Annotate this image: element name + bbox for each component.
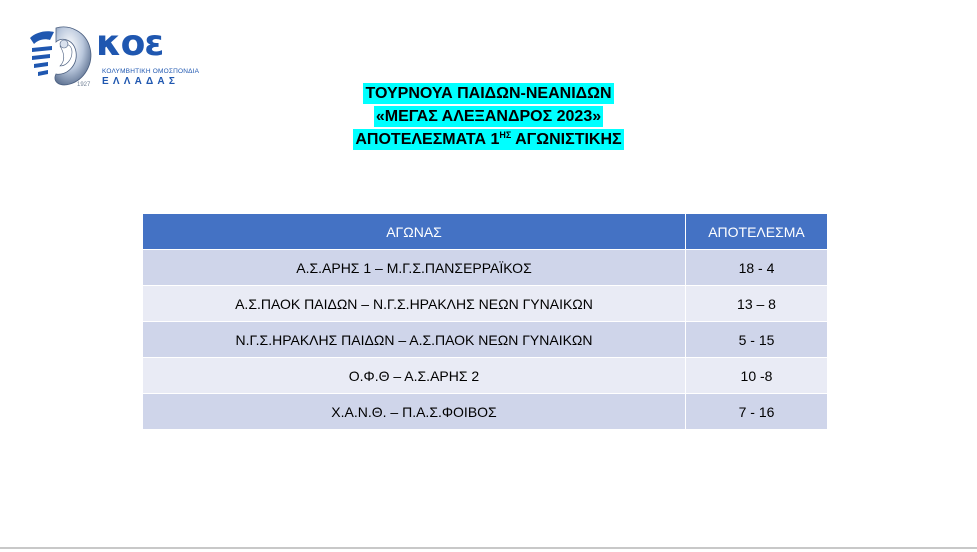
results-table bbox=[142, 213, 828, 430]
table-row bbox=[143, 322, 828, 358]
title-line-2: «ΜΕΓΑΣ ΑΛΕΞΑΝΔΡΟΣ 2023» bbox=[375, 108, 602, 125]
table-row bbox=[143, 394, 828, 430]
logo-subtitle: ΚΟΛΥΜΒΗΤΙΚΗ ΟΜΟΣΠΟΝΔΙΑ bbox=[102, 68, 200, 75]
match-cell: Χ.Α.Ν.Θ. – Π.Α.Σ.ΦΟΙΒΟΣ bbox=[143, 394, 686, 430]
title-line-3-prefix: ΑΠΟΤΕΛΕΣΜΑΤΑ 1 bbox=[355, 131, 500, 148]
title-line-3-suffix: ΑΓΩΝΙΣΤΙΚΗΣ bbox=[511, 131, 622, 148]
score-cell: 13 – 8 bbox=[686, 286, 828, 322]
score-cell: 5 - 15 bbox=[686, 322, 828, 358]
score-cell: 7 - 16 bbox=[686, 394, 828, 430]
match-cell: Α.Σ.ΑΡΗΣ 1 – Μ.Γ.Σ.ΠΑΝΣΕΡΡΑΪΚΟΣ bbox=[143, 250, 686, 286]
page-title bbox=[0, 83, 977, 152]
table-header-row bbox=[143, 214, 828, 250]
logo-wordmark: κοε bbox=[96, 23, 164, 64]
match-cell: Ο.Φ.Θ – Α.Σ.ΑΡΗΣ 2 bbox=[143, 358, 686, 394]
bottom-divider bbox=[0, 547, 977, 549]
table-row bbox=[143, 250, 828, 286]
federation-logo bbox=[26, 22, 200, 92]
match-cell: Α.Σ.ΠΑΟΚ ΠΑΙΔΩΝ – Ν.Γ.Σ.ΗΡΑΚΛΗΣ ΝΕΩΝ ΓΥΝΑΙΚΩΝ bbox=[143, 286, 686, 322]
title-line-3 bbox=[353, 129, 623, 150]
match-cell: Ν.Γ.Σ.ΗΡΑΚΛΗΣ ΠΑΙΔΩΝ – Α.Σ.ΠΑΟΚ ΝΕΩΝ ΓΥΝΑΙΚΩΝ bbox=[143, 322, 686, 358]
table-row bbox=[143, 286, 828, 322]
score-cell: 18 - 4 bbox=[686, 250, 828, 286]
table-row bbox=[143, 358, 828, 394]
title-line-3-ordinal: ΗΣ bbox=[499, 130, 512, 140]
logo-year: 1927 bbox=[77, 82, 91, 88]
score-cell: 10 -8 bbox=[686, 358, 828, 394]
logo-country: ΕΛΛΑΔΑΣ bbox=[102, 76, 180, 87]
title-line-1: ΤΟΥΡΝΟΥΑ ΠΑΙΔΩΝ-ΝΕΑΝΙΔΩΝ bbox=[365, 85, 612, 102]
header-result: ΑΠΟΤΕΛΕΣΜΑ bbox=[686, 214, 828, 250]
header-match: ΑΓΩΝΑΣ bbox=[143, 214, 686, 250]
